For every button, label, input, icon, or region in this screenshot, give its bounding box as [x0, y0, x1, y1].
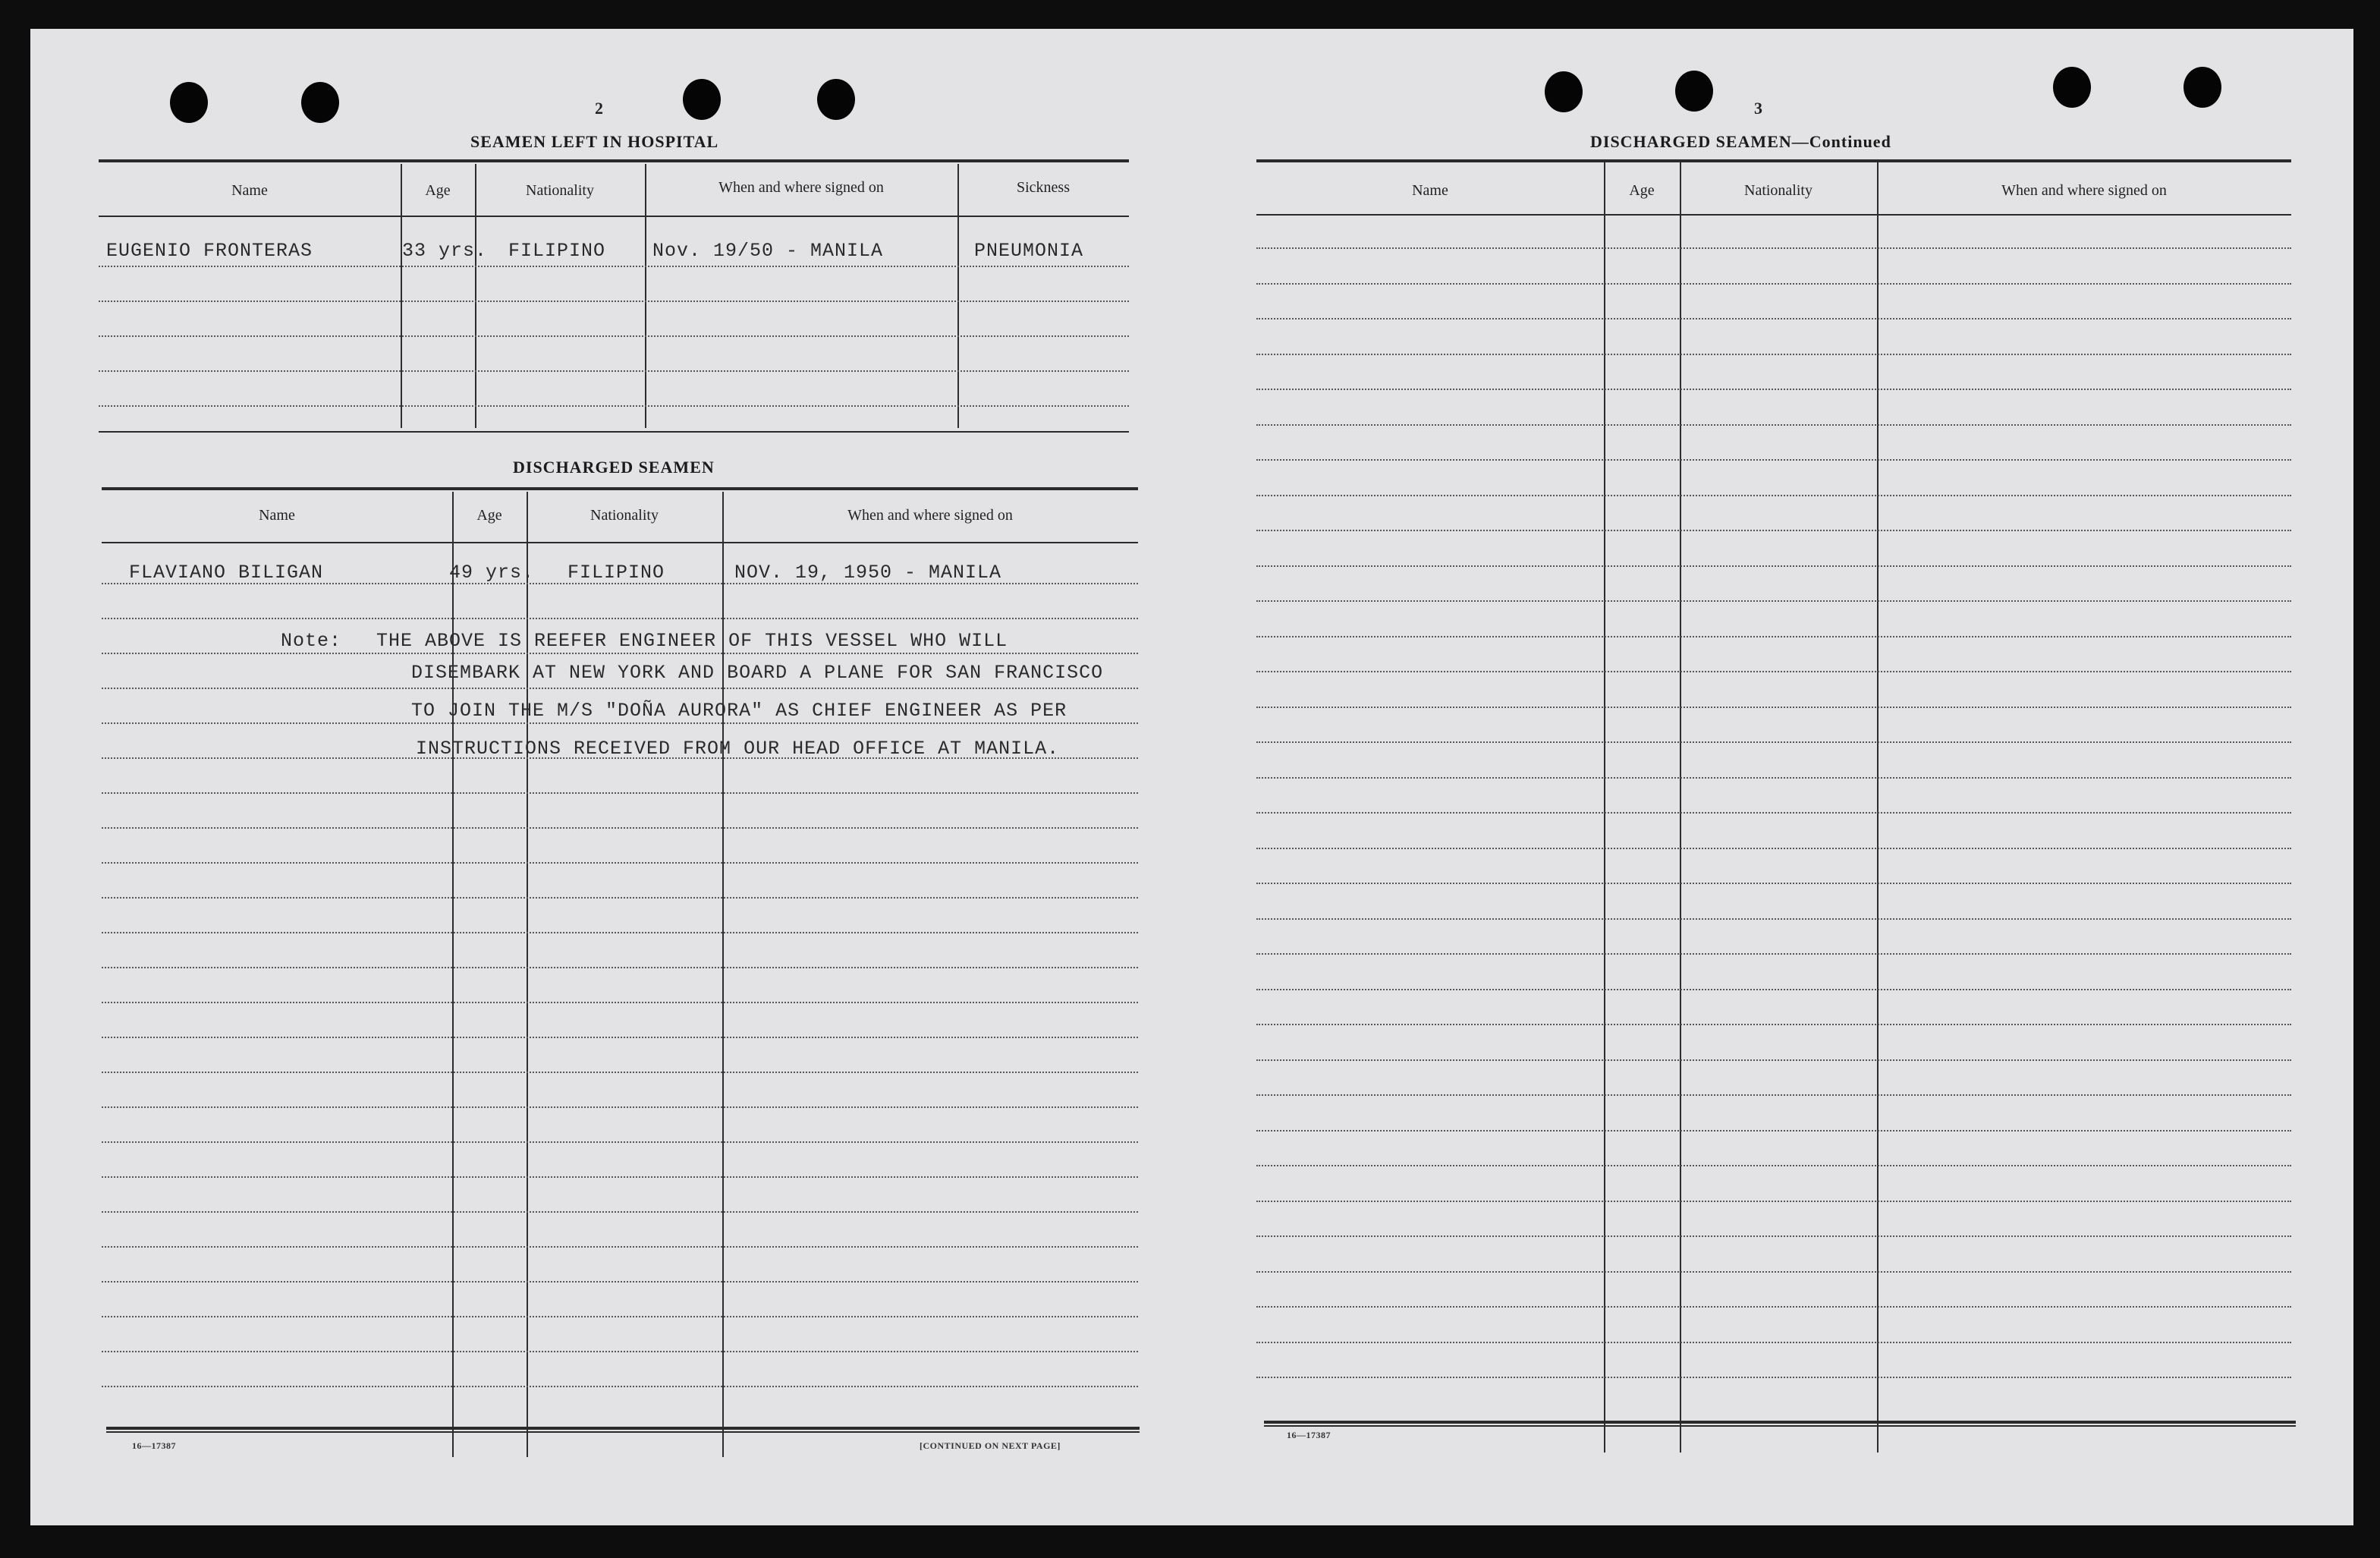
- row-line: [102, 932, 1138, 933]
- punch-hole: [817, 79, 855, 120]
- row-line: [1256, 883, 2291, 884]
- right-title-continued: —Continued: [1791, 132, 1891, 151]
- row-line: [102, 1316, 1138, 1317]
- hospital-row-line: [99, 370, 1129, 372]
- hospital-section-title: SEAMEN LEFT IN HOSPITAL: [470, 132, 719, 151]
- discharged-top-rule: [102, 487, 1138, 490]
- row-line: [102, 1246, 1138, 1248]
- note-line: INSTRUCTIONS RECEIVED FROM OUR HEAD OFFICE AT MANILA.: [416, 738, 1060, 760]
- note-label: Note:: [281, 630, 342, 652]
- discharged-header-signed-on: When and where signed on: [847, 507, 1013, 524]
- right-col-divider: [1877, 162, 1879, 1453]
- discharged-bottom-rule-2: [106, 1431, 1140, 1433]
- row-line: [1256, 424, 2291, 426]
- right-title-main: DISCHARGED SEAMEN: [1590, 132, 1792, 151]
- row-line: [1256, 1165, 2291, 1166]
- row-line: [102, 1176, 1138, 1178]
- hospital-cell-signed-on: Nov. 19/50 - MANILA: [652, 240, 884, 262]
- note-line: DISEMBARK AT NEW YORK AND BOARD A PLANE FOR SAN FRANCISCO: [411, 662, 1104, 684]
- row-line: [1256, 1271, 2291, 1273]
- discharged-cell-nationality: FILIPINO: [567, 562, 665, 584]
- row-line: [1256, 283, 2291, 285]
- row-line: [1256, 1094, 2291, 1096]
- row-line: [102, 1386, 1138, 1387]
- row-line: [102, 1037, 1138, 1038]
- right-top-rule: [1256, 159, 2291, 162]
- row-line: [102, 792, 1138, 794]
- hospital-col-divider: [401, 164, 402, 428]
- punch-hole: [2184, 67, 2221, 108]
- right-bottom-rule-2: [1264, 1425, 2296, 1427]
- note-line: TO JOIN THE M/S "DOÑA AURORA" AS CHIEF ENGINEER AS PER: [411, 700, 1067, 722]
- hospital-cell-nationality: FILIPINO: [508, 240, 606, 262]
- discharged-header-rule: [102, 542, 1138, 543]
- hospital-col-divider: [957, 164, 959, 428]
- discharged-cell-signed-on: NOV. 19, 1950 - MANILA: [734, 562, 1002, 584]
- row-line: [102, 583, 1138, 584]
- discharged-cell-name: FLAVIANO BILIGAN: [129, 562, 324, 584]
- row-line: [1256, 495, 2291, 496]
- punch-hole: [301, 82, 339, 123]
- row-line: [1256, 247, 2291, 249]
- row-line: [102, 757, 1138, 759]
- row-line: [102, 653, 1138, 654]
- right-header-nationality: Nationality: [1744, 182, 1813, 199]
- row-line: [1256, 1059, 2291, 1061]
- hospital-row-line: [99, 405, 1129, 407]
- row-line: [1256, 354, 2291, 355]
- hospital-header-age: Age: [425, 182, 451, 199]
- hospital-cell-name: EUGENIO FRONTERAS: [106, 240, 313, 262]
- row-line: [1256, 1235, 2291, 1237]
- row-line: [102, 897, 1138, 899]
- row-line: [102, 688, 1138, 689]
- hospital-cell-age: 33 yrs.: [402, 240, 488, 262]
- form-number-right: 16—17387: [1287, 1430, 1331, 1440]
- right-header-age: Age: [1629, 182, 1655, 199]
- punch-hole: [1545, 71, 1583, 112]
- row-line: [102, 862, 1138, 864]
- row-line: [1256, 1201, 2291, 1202]
- right-section-title: [1590, 132, 1891, 152]
- row-line: [1256, 812, 2291, 814]
- row-line: [1256, 459, 2291, 461]
- discharged-header-name: Name: [259, 507, 295, 524]
- row-line: [102, 1281, 1138, 1283]
- row-line: [1256, 389, 2291, 390]
- hospital-header-sickness: Sickness: [1017, 179, 1070, 196]
- punch-hole: [2053, 67, 2091, 108]
- row-line: [102, 1351, 1138, 1352]
- right-col-divider: [1680, 162, 1681, 1453]
- row-line: [102, 618, 1138, 619]
- row-line: [1256, 636, 2291, 637]
- note-line: THE ABOVE IS REEFER ENGINEER OF THIS VESSEL WHO WILL: [376, 630, 1008, 652]
- row-line: [1256, 1377, 2291, 1378]
- punch-hole: [683, 79, 721, 120]
- hospital-top-rule: [99, 159, 1129, 162]
- hospital-bottom-rule: [99, 431, 1129, 433]
- form-number-left: 16—17387: [132, 1440, 176, 1451]
- hospital-header-rule: [99, 216, 1129, 217]
- hospital-header-nationality: Nationality: [526, 182, 594, 199]
- discharged-cell-age: 49 yrs.: [449, 562, 535, 584]
- row-line: [1256, 953, 2291, 955]
- punch-hole: [170, 82, 208, 123]
- row-line: [1256, 671, 2291, 672]
- row-line: [1256, 1306, 2291, 1308]
- document-sheet: [30, 29, 2353, 1525]
- row-line: [1256, 600, 2291, 602]
- row-line: [1256, 530, 2291, 531]
- right-header-rule: [1256, 214, 2291, 216]
- row-line: [102, 1141, 1138, 1143]
- page-number-right: 3: [1754, 99, 1762, 118]
- row-line: [1256, 565, 2291, 567]
- hospital-row-line: [99, 335, 1129, 337]
- hospital-col-divider: [475, 164, 476, 428]
- hospital-header-name: Name: [231, 182, 268, 199]
- discharged-bottom-rule: [106, 1427, 1140, 1430]
- right-col-divider: [1604, 162, 1605, 1453]
- row-line: [1256, 741, 2291, 743]
- right-bottom-rule: [1264, 1421, 2296, 1424]
- row-line: [102, 1002, 1138, 1003]
- hospital-row-line: [99, 301, 1129, 302]
- row-line: [1256, 777, 2291, 779]
- discharged-section-title: DISCHARGED SEAMEN: [513, 458, 715, 477]
- page-number-left: 2: [595, 99, 603, 118]
- row-line: [1256, 989, 2291, 990]
- hospital-row-line: [99, 266, 1129, 267]
- row-line: [102, 722, 1138, 724]
- hospital-col-divider: [645, 164, 646, 428]
- row-line: [1256, 1024, 2291, 1025]
- right-header-name: Name: [1412, 182, 1448, 199]
- row-line: [1256, 707, 2291, 708]
- row-line: [1256, 318, 2291, 319]
- punch-hole: [1675, 71, 1713, 112]
- row-line: [102, 827, 1138, 829]
- discharged-header-nationality: Nationality: [590, 507, 659, 524]
- row-line: [1256, 918, 2291, 920]
- hospital-header-signed-on: When and where signed on: [718, 179, 884, 196]
- row-line: [1256, 1342, 2291, 1343]
- row-line: [1256, 848, 2291, 849]
- discharged-header-age: Age: [476, 507, 502, 524]
- row-line: [102, 1211, 1138, 1213]
- row-line: [102, 967, 1138, 968]
- continued-note: [CONTINUED ON NEXT PAGE]: [920, 1440, 1061, 1451]
- row-line: [102, 1072, 1138, 1073]
- row-line: [1256, 1130, 2291, 1132]
- row-line: [102, 1106, 1138, 1108]
- hospital-cell-sickness: PNEUMONIA: [974, 240, 1084, 262]
- right-header-signed-on: When and where signed on: [2001, 182, 2167, 199]
